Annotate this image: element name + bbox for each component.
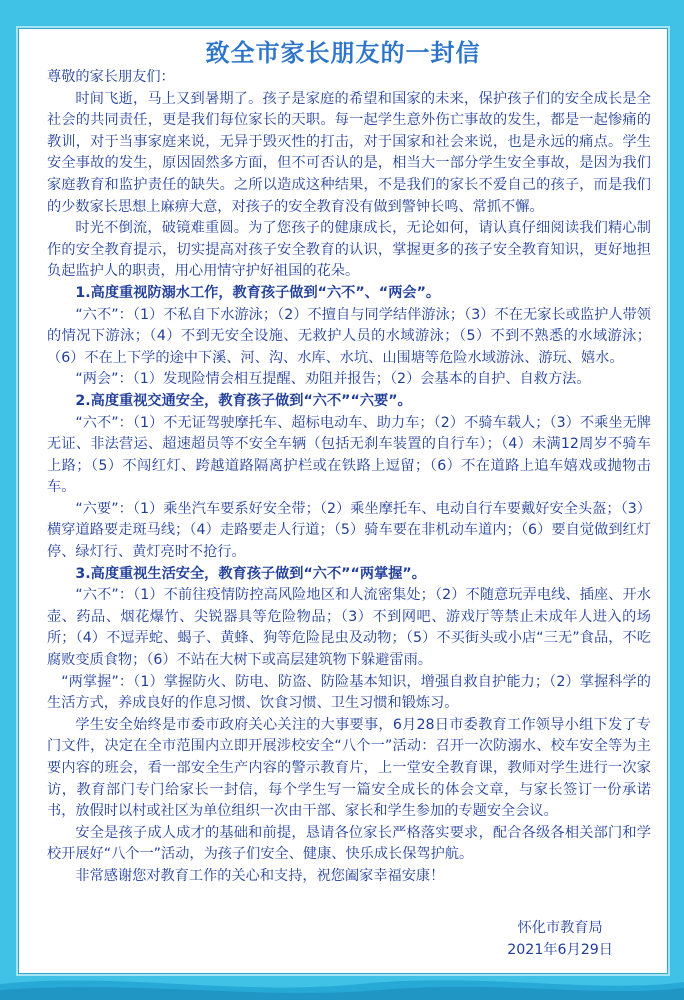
letter-card — [18, 28, 668, 974]
salutation: 尊敬的家长朋友们： — [47, 69, 175, 85]
letter-body — [47, 67, 651, 888]
closing-paragraph-2: 安全是孩子成人成才的基础和前提，恳请各位家长严格落实要求，配合各级各相关部门和学校开展好“八个一”活动，为孩子们安全、健康、快乐成长保驾护航。 — [47, 824, 651, 863]
signature-date: 2021年6月29日 — [507, 942, 613, 958]
intro-paragraph-1: 时间飞逝，马上又到暑期了。孩子是家庭的希望和国家的未来，保护孩子们的安全成长是全社会的共同责任，更是我们每位家长的天职。每一起学生意外伤亡事故的发生，都是一起惨痛的教训，对于当事家庭来说，无异于毁灭性的打击，对于国家和社会来说，也是永远的痛点。学生安全事故的发生，原因固然多方面，但不可否认的是，相当大一部分学生安全事故，是因为我们家庭教育和监护责任的缺失。之所以造成这种结果，不是我们的家长不爱自己的孩子，而是我们的少数家长思想上麻痹大意，对孩子的安全教育没有做到警钟长鸣、常抓不懈。 — [47, 90, 651, 215]
signature-organization: 怀化市教育局 — [517, 920, 603, 936]
section-3-paragraph-1: “六不”：（1）不前往疫情防控高风险地区和人流密集处；（2）不随意玩弄电线、插座、开水壶、药品、烟花爆竹、尖锐器具等危险物品；（3）不到网吧、游戏厅等禁止未成年人进入的场所；（4）不逗弄蛇、蝎子、黄蜂、狗等危险昆虫及动物；（5）不买街头或小店“三无”食品，不吃腐败变质食物；（6）不站在大树下或高层建筑物下躲避雷雨。 — [47, 587, 651, 669]
section-2-heading: 2.高度重视交通安全，教育孩子做到“六不”“六要”。 — [75, 392, 412, 409]
section-3-heading: 3.高度重视生活安全，教育孩子做到“六不”“两掌握”。 — [75, 565, 426, 582]
letter-title: 致全市家长朋友的一封信 — [205, 39, 481, 67]
closing-paragraph-3: 非常感谢您对教育工作的关心和支持，祝您阖家幸福安康！ — [75, 867, 445, 884]
section-2-paragraph-1: “六不”：（1）不无证驾驶摩托车、超标电动车、助力车；（2）不骑车载人；（3）不乘坐无牌无证、非法营运、超速超员等不安全车辆（包括无刹车装置的自行车）；（4）未满12周岁不骑车上路；（5）不闯红灯、跨越道路隔离护栏或在铁路上逗留；（6）不在道路上追车嬉戏或抛物击车。 — [47, 414, 651, 496]
closing-paragraph-1: 学生安全始终是市委市政府关心关注的大事要事，6月28日市委教育工作领导小组下发了专门文件，决定在全市范围内立即开展涉校安全“八个一”活动：召开一次防溺水、校车安全等为主要内容的班会，看一部安全生产内容的警示教育片，上一堂安全教育课，教师对学生进行一次家访，教育部门专门给家长一封信，每个学生写一篇安全成长的体会文章，与家长签订一份承诺书，放假时以村或社区为单位组织一次由干部、家长和学生参加的专题安全会议。 — [47, 716, 651, 820]
section-1-heading: 1.高度重视防溺水工作，教育孩子做到“六不”、“两会”。 — [75, 284, 441, 301]
signature-block — [507, 917, 613, 961]
section-3-paragraph-2: “两掌握”：（1）掌握防火、防电、防盗、防险基本知识，增强自救自护能力；（2）掌握科学的生活方式，养成良好的作息习惯、饮食习惯、卫生习惯和锻炼习。 — [47, 673, 651, 712]
bottom-wave-decoration — [0, 970, 684, 1000]
section-1-paragraph-1: “六不”：（1）不私自下水游泳；（2）不擅自与同学结伴游泳；（3）不在无家长或监护人带领的情况下游泳；（4）不到无安全设施、无救护人员的水域游泳；（5）不到不熟悉的水域游泳；（6）不在上下学的途中下溪、河、沟、水库、水坑、山围塘等危险水域游泳、游玩、嬉水。 — [47, 306, 651, 366]
section-2-paragraph-2: “六要”：（1）乘坐汽车要系好安全带；（2）乘坐摩托车、电动自行车要戴好安全头盔；（3）横穿道路要走斑马线；（4）走路要走人行道；（5）骑车要在非机动车道内；（6）要自觉做到红灯停、绿灯行、黄灯亮时不抢行。 — [47, 500, 651, 561]
section-1-paragraph-2: “两会”：（1）发现险情会相互提醒、劝阻并报告；（2）会基本的自护、自救方法。 — [75, 371, 591, 388]
intro-paragraph-2: 时光不倒流，破镜难重圆。为了您孩子的健康成长，无论如何，请认真仔细阅读我们精心制作的安全教育提示，切实提高对孩子安全教育的认识，掌握更多的孩子安全教育知识，更好地担负起监护人的职责，用心用情守护好祖国的花朵。 — [47, 220, 651, 280]
